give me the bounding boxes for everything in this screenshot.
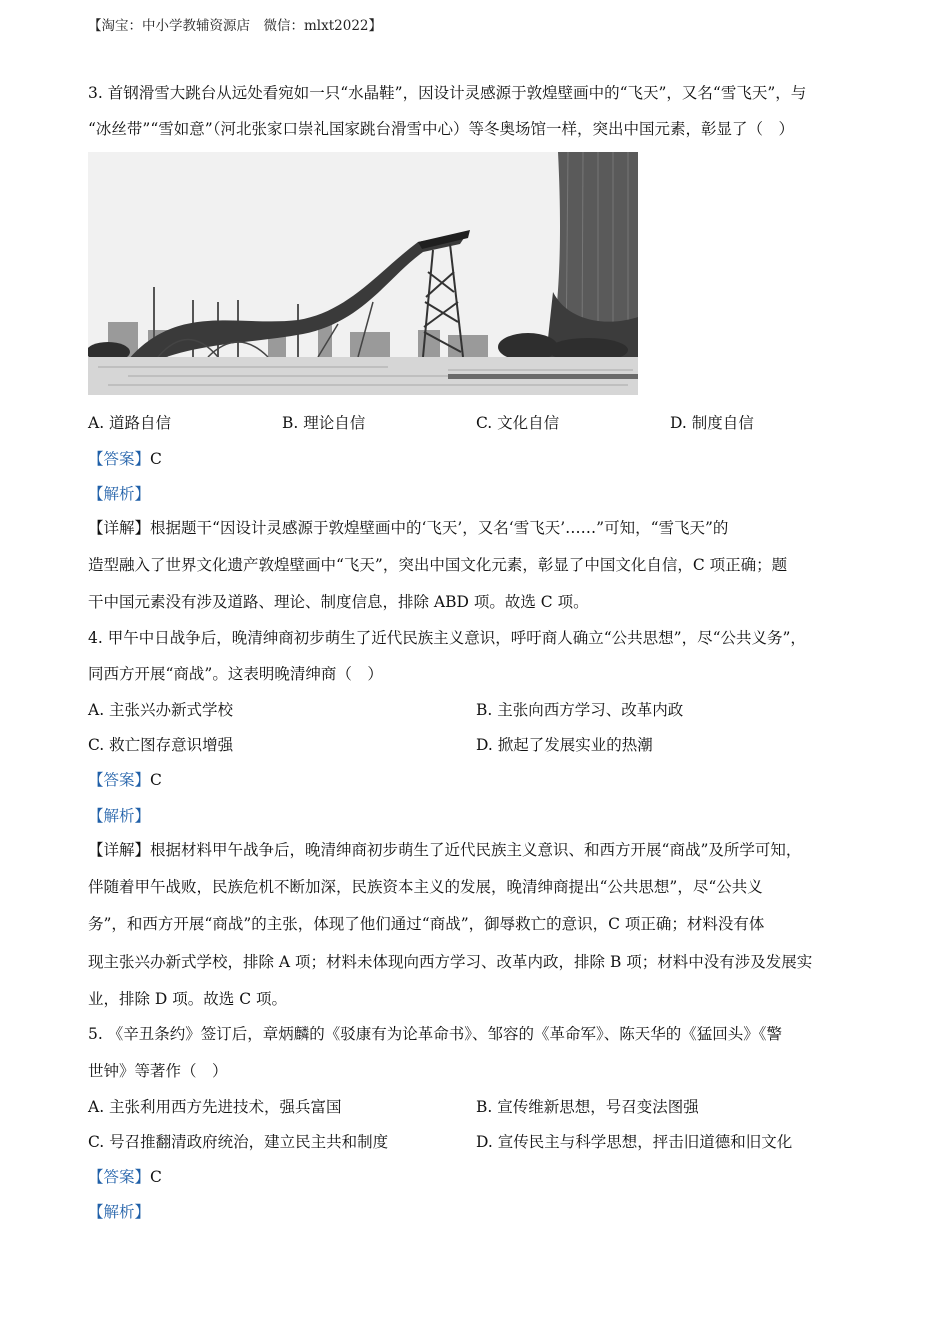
q4-detail-line-2: 伴随着甲午战败，民族危机不断加深，民族资本主义的发展，晚清绅商提出“公共思想”，尽“公共义 <box>88 878 763 896</box>
q3-answer <box>88 449 162 469</box>
q3-stem-line-2: “冰丝带”“雪如意”（河北张家口崇礼国家跳台滑雪中心）等冬奥场馆一样，突出中国元素，彰显了（ ） <box>88 120 794 138</box>
q5-option-b: B. 宣传维新思想，号召变法图强 <box>476 1098 699 1116</box>
q5-stem-line-1: 5. 《辛丑条约》签订后，章炳麟的《驳康有为论革命书》、邹容的《革命军》、陈天华的《猛回头》《警 <box>88 1025 782 1043</box>
ski-jump-photo <box>88 152 638 395</box>
detail-tag: 【详解】 <box>88 519 151 537</box>
q3-analysis-tag: 【解析】 <box>88 485 151 503</box>
q4-detail-line-4: 现主张兴办新式学校，排除 A 项；材料未体现向西方学习、改革内政，排除 B 项；材料中没有涉及发展实 <box>88 953 813 971</box>
detail-text: 根据材料甲午战争后，晚清绅商初步萌生了近代民族主义意识、和西方开展“商战”及所学可知， <box>150 841 802 859</box>
answer-tag: 【答案】 <box>88 1168 151 1186</box>
q4-option-b: B. 主张向西方学习、改革内政 <box>476 701 684 719</box>
q5-stem-line-2: 世钟》等著作（ ） <box>88 1062 228 1080</box>
q3-stem-line-1: 3. 首钢滑雪大跳台从远处看宛如一只“水晶鞋”，因设计灵感源于敦煌壁画中的“飞天”，又名“雪飞天”，与 <box>88 84 807 102</box>
answer-tag: 【答案】 <box>88 771 151 789</box>
q4-answer <box>88 770 162 790</box>
q5-option-a: A. 主张利用西方先进技术，强兵富国 <box>88 1098 342 1116</box>
answer-tag: 【答案】 <box>88 450 151 468</box>
q4-option-a: A. 主张兴办新式学校 <box>88 701 234 719</box>
q3-option-c: C. 文化自信 <box>476 414 560 432</box>
q4-option-d: D. 掀起了发展实业的热潮 <box>476 736 653 754</box>
page-header: 【淘宝：中小学教辅资源店 微信：mlxt2022】 <box>88 18 383 34</box>
ski-jump-illustration <box>88 152 638 395</box>
q3-detail-line-1 <box>88 518 728 538</box>
q4-detail-line-1 <box>88 840 801 860</box>
q4-stem-line-2: 同西方开展“商战”。这表明晚清绅商（ ） <box>88 665 383 683</box>
q5-analysis-tag: 【解析】 <box>88 1203 151 1221</box>
detail-tag: 【详解】 <box>88 841 151 859</box>
q4-detail-line-3: 务”，和西方开展“商战”的主张，体现了他们通过“商战”，御辱救亡的意识，C 项正确；材料没有体 <box>88 915 765 933</box>
q5-option-d: D. 宣传民主与科学思想，抨击旧道德和旧文化 <box>476 1133 793 1151</box>
answer-value: C <box>150 771 162 789</box>
q5-option-c: C. 号召推翻清政府统治，建立民主共和制度 <box>88 1133 389 1151</box>
q3-detail-line-3: 干中国元素没有涉及道路、理论、制度信息，排除 ABD 项。故选 C 项。 <box>88 593 589 611</box>
q3-option-b: B. 理论自信 <box>282 414 366 432</box>
q3-detail-line-2: 造型融入了世界文化遗产敦煌壁画中“飞天”，突出中国文化元素，彰显了中国文化自信，C 项正确；题 <box>88 556 788 574</box>
q4-analysis-tag: 【解析】 <box>88 807 151 825</box>
detail-text: 根据题干“因设计灵感源于敦煌壁画中的‘飞天’，又名‘雪飞天’……”可知，“雪飞天”的 <box>150 519 729 537</box>
q4-detail-line-5: 业，排除 D 项。故选 C 项。 <box>88 990 287 1008</box>
q3-option-a: A. 道路自信 <box>88 414 172 432</box>
q4-stem-line-1: 4. 甲午中日战争后，晚清绅商初步萌生了近代民族主义意识，呼吁商人确立“公共思想”，尽“公共义务”， <box>88 629 806 647</box>
answer-value: C <box>150 450 162 468</box>
answer-value: C <box>150 1168 162 1186</box>
q3-option-d: D. 制度自信 <box>670 414 754 432</box>
q5-answer <box>88 1167 162 1187</box>
q4-option-c: C. 救亡图存意识增强 <box>88 736 234 754</box>
